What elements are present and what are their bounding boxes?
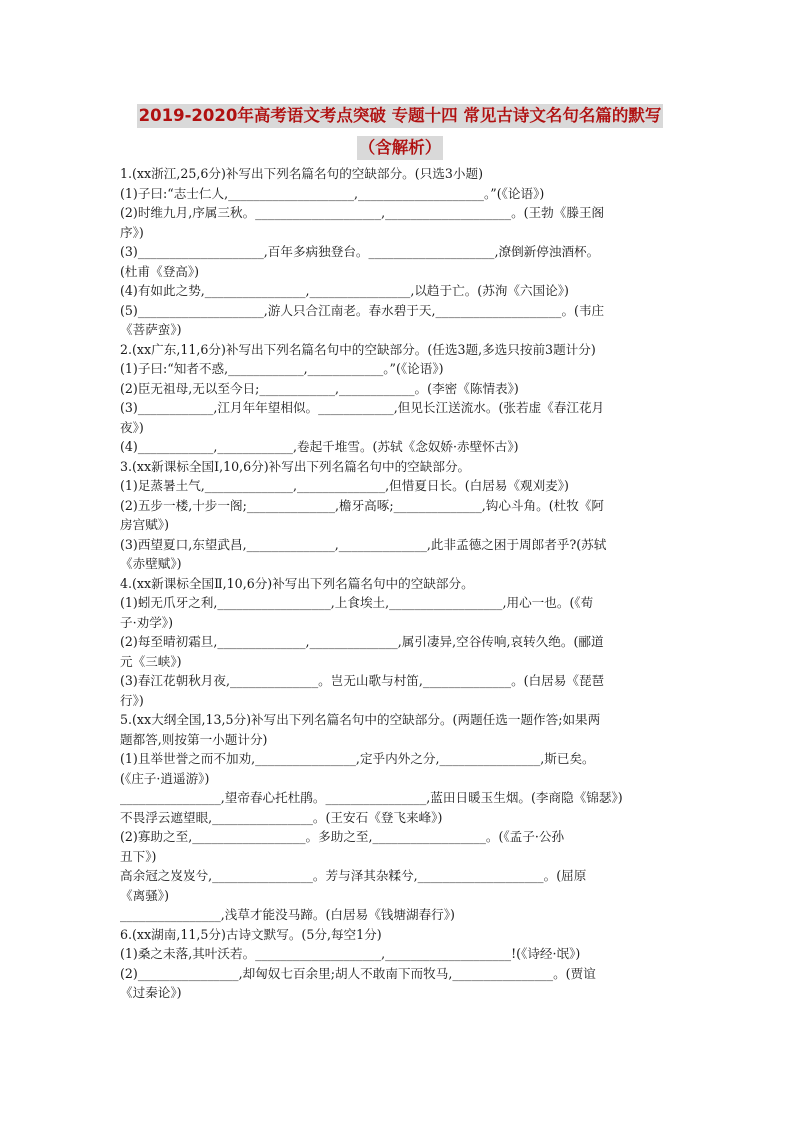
text-line: ________________,浅草才能没马蹄。(白居易《钱塘湖春行》) [120, 907, 455, 922]
text-line: (杜甫《登高》) [120, 263, 200, 279]
text-line: 不畏浮云遮望眼,________________。(王安石《登飞来峰》) [120, 809, 443, 825]
text-line: (2)寡助之至,__________________。多助之至,__________________。(《孟子·公孙 [120, 829, 565, 844]
document-title [0, 104, 800, 160]
text-line: (5)____________________,游人只合江南老。春水碧于天,____________________。(韦庄 [120, 302, 605, 318]
text-line: (2)每至晴初霜旦,______________,______________,属引凄异,空谷传响,哀转久绝。(郦道 [120, 634, 604, 649]
text-line: (3)____________,江月年年望相似。____________,但见长江送流水。(张若虚《春江花月 [120, 400, 605, 415]
text-line: 夜》) [120, 419, 144, 435]
text-line: (1)足蒸暑土气,______________,______________,但惜夏日长。(白居易《观刈麦》) [120, 478, 569, 493]
text-line: (2)臣无祖母,无以至今日;____________,____________。(李密《陈情表》) [120, 380, 519, 396]
text-line: 房宫赋》) [120, 517, 169, 532]
text-line: (1)子曰:“志士仁人,____________________,____________________。”(《论语》) [120, 185, 545, 201]
text-line: 6.(xx湖南,11,5分)古诗文默写。(5分,每空1分) [120, 926, 382, 942]
text-line: (4)有如此之势,________________,________________,以趋于亡。(苏洵《六国论》) [120, 283, 569, 298]
document-body [120, 164, 682, 1003]
text-line: 《赤壁赋》) [120, 556, 182, 571]
text-line: 4.(xx新课标全国Ⅱ,10,6分)补写出下列名篇名句中的空缺部分。 [120, 575, 474, 591]
text-line: (4)____________,____________,卷起千堆雪。(苏轼《念奴娇·赤壁怀古》) [120, 439, 519, 454]
text-line: 2.(xx广东,11,6分)补写出下列名篇名句中的空缺部分。(任选3题,多选只按前3题计分) [120, 341, 596, 357]
text-line: 元《三峡》) [120, 653, 182, 669]
title-line-2: （含解析） [357, 136, 444, 160]
title-line-1: 2019-2020年高考语文考点突破 专题十四 常见古诗文名句名篇的默写 [137, 104, 664, 128]
text-line: 《离骚》) [120, 887, 169, 903]
text-line: 5.(xx大纲全国,13,5分)补写出下列名篇名句中的空缺部分。(两题任选一题作答;如果两 [120, 712, 601, 727]
text-line: (2)________________,却匈奴七百余里;胡人不敢南下而牧马,________________。(贾谊 [120, 965, 596, 981]
text-line: (2)时维九月,序属三秋。____________________,____________________。(王勃《滕王阁 [120, 205, 605, 220]
text-line: (2)五步一楼,十步一阁;______________,檐牙高啄;______________,钩心斗角。(杜牧《阿 [120, 497, 605, 513]
text-line: 《过秦论》) [120, 985, 182, 1000]
text-line: 序》) [120, 224, 144, 240]
text-line: (3)西望夏口,东望武昌,______________,______________,此非孟德之困于周郎者乎?(苏轼 [120, 536, 607, 552]
text-line: 高余冠之岌岌兮,________________。芳与泽其杂糅兮,____________________。(屈原 [120, 868, 587, 883]
text-line: (3)____________________,百年多病独登台。____________________,潦倒新停浊酒杯。 [120, 244, 600, 259]
text-line: 《菩萨蛮》) [120, 322, 182, 337]
text-line: 丑下》) [120, 848, 157, 864]
text-line: (《庄子·逍遥游》) [120, 770, 210, 786]
text-line: (1)桑之未落,其叶沃若。____________________,____________________!(《诗经·氓》) [120, 946, 581, 961]
text-line: ________________,望帝春心托杜鹃。________________,蓝田日暖玉生烟。(李商隐《锦瑟》) [120, 790, 623, 805]
text-line: (1)且举世誉之而不加劝,________________,定乎内外之分,________________,斯已矣。 [120, 751, 595, 766]
text-line: (1)蚓无爪牙之利,__________________,上食埃土,__________________,用心一也。(《荀 [120, 595, 594, 610]
text-line: 题都答,则按第一小题计分) [120, 731, 268, 747]
text-line: (1)子曰:“知者不惑,____________,____________。”(《论语》) [120, 361, 444, 376]
text-line: 子·劝学》) [120, 614, 173, 630]
text-line: (3)春江花朝秋月夜,______________。岂无山歌与村笛,______________。(白居易《琵琶 [120, 673, 605, 688]
text-line: 行》) [120, 692, 144, 708]
text-line: 3.(xx新课标全国Ⅰ,10,6分)补写出下列名篇名句中的空缺部分。 [120, 458, 471, 474]
text-line: 1.(xx浙江,25,6分)补写出下列名篇名句的空缺部分。(只选3小题) [120, 166, 483, 181]
